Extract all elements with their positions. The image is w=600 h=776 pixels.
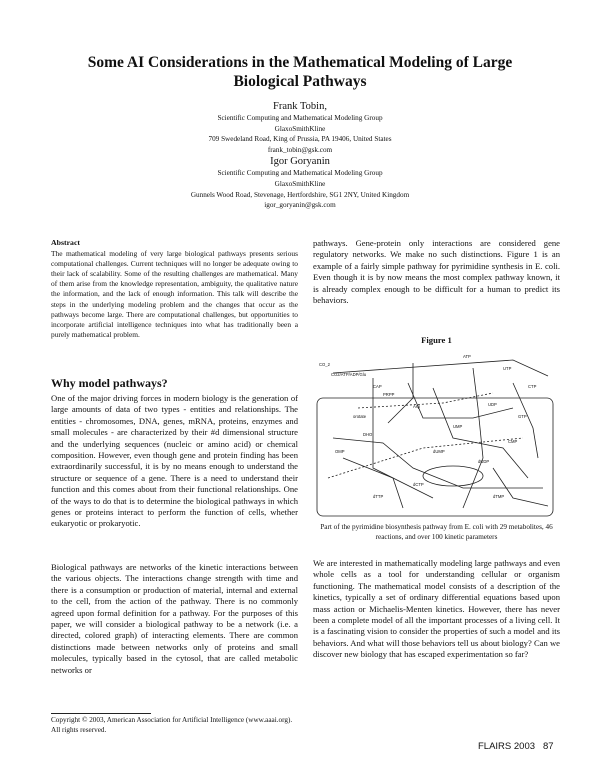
right-paragraph-1: pathways. Gene-protein only interactions are considered gene regulatory networks. We make no such distinctions. Figure 1 is an example of a fairly simple pathway for pyrimidine synthesis in E. coli. Even though it is by now means the most complex pathway known, it is already complex enough to be difficult for a human to predict its behaviors. xyxy=(313,238,560,306)
diagram-edge xyxy=(513,383,538,458)
author-email: igor_goryanin@gsk.com xyxy=(264,201,336,210)
figure-title: Figure 1 xyxy=(421,335,452,345)
diagram-label: dTMP xyxy=(493,494,505,499)
diagram-edge xyxy=(333,438,543,488)
author-affiliation: 709 Swedeland Road, King of Prussia, PA 19406, United States xyxy=(208,135,392,144)
diagram-label: PRPP xyxy=(383,392,395,397)
diagram-label: CTP xyxy=(528,384,537,389)
author-email: frank_tobin@gsk.com xyxy=(267,145,333,154)
diagram-label: CO2/ATP/ADP/Glu xyxy=(331,372,367,377)
diagram-label: dTTP xyxy=(373,494,384,499)
right-paragraph-2: We are interested in mathematically modeling large pathways and even whole cells as a tool for understanding cellular or organism functioning. The mathematical model consists of a description of the kinetics, typically a set of ordinary differential equations based upon mass action or Michaelis-Menten kinetics. However, there has never been a complete model of all the important processes of a living cell. It is a fascinating vision to consider the properties of such a model and its behaviors. And what will those behaviors tell us about biology? Can we discover new biology that has escaped experimentation so far? xyxy=(313,558,560,660)
diagram-edge xyxy=(493,468,548,506)
paper-title: Some AI Considerations in the Mathematical Modeling of Large Biological Pathways xyxy=(87,54,513,90)
diagram-label: ATP xyxy=(463,354,471,359)
figure-caption: Part of the pyrimidine biosynthesis pathway from E. coli with 29 metabolites, 46 reactions, and over 100 kinetic parameters xyxy=(320,523,553,541)
pathway-diagram xyxy=(313,348,560,520)
diagram-label: dUDP xyxy=(478,459,490,464)
author-affiliation: GlaxoSmithKline xyxy=(274,179,326,188)
diagram-label: DHO xyxy=(363,432,373,437)
diagram-label: OMP xyxy=(335,449,345,454)
diagram-edge xyxy=(463,368,483,508)
diagram-label: Asp xyxy=(413,404,421,409)
section-heading: Why model pathways? xyxy=(51,376,168,390)
diagram-label: dUMP xyxy=(433,449,445,454)
section-paragraph-2: Biological pathways are networks of the kinetic interactions between the various objects. The interactions change strength with time and there is a consumption or production of material, internal and external to the cell, from the action of the pathway. There is no commonly agreed upon formal definition for a pathway. For the purposes of this paper, we will consider a biological pathway to be a network (i.e. a directed, colored graph) of interacting elements. There are common distinctions made between networks only of proteins and small molecules, typically based in the cytosol, that are called metabolic networks or xyxy=(51,562,298,675)
diagram-label: dCTP xyxy=(413,482,424,487)
footnote-rule xyxy=(51,713,151,714)
diagram-label: orotate xyxy=(353,414,367,419)
author-affiliation: Scientific Computing and Mathematical Modeling Group xyxy=(217,169,383,178)
author-affiliation: Scientific Computing and Mathematical Modeling Group xyxy=(217,114,383,122)
abstract-heading: Abstract xyxy=(51,238,81,247)
author-affiliation: GlaxoSmithKline xyxy=(274,124,326,133)
author-name-1: Frank Tobin, xyxy=(273,101,327,112)
diagram-edge xyxy=(408,383,513,418)
abstract xyxy=(51,238,298,340)
page-footer: FLAIRS 2003 87 xyxy=(478,741,554,752)
authors-block xyxy=(60,100,540,211)
diagram-label: UTP xyxy=(503,366,512,371)
diagram-edge xyxy=(373,378,433,498)
diagram-label: CMP xyxy=(508,439,518,444)
author-affiliation: Gunnels Wood Road, Stevenage, Hertfordshire, SG1 2NY, United Kingdom xyxy=(190,190,410,199)
section-paragraph-1: One of the major driving forces in modern biology is the generation of large amounts of data of two types - entities and relationships. The entities - chromosomes, DNA, genes, mRNA, proteins, enzymes and small molecules - are characterized by their #d dimensional structure and the underlying sequences (nucleic or amino acid) or chemical composition. However, even though gene and protein finding has been extraordinarily successful, it is by no means enough to understand the structure or sequence of a gene. There is a need to understand their function and this comes about from their functional relationships. One of the ways to do that is to determine the biological pathways in which genes or proteins interact to perform the function of cells, whether eukaryotic or prokaryotic. xyxy=(51,393,298,529)
author-name-2: Igor Goryanin xyxy=(270,156,330,168)
diagram-label: UMP xyxy=(453,424,463,429)
abstract-text: The mathematical modeling of very large biological pathways presents serious computational challenges. Current techniques will no longer be adequate owing to their lack of scalability. Some of the resulting challenges are mathematical. Many of them arise from the knowledge representation, ambiguity, the qualitative nature the information, and the lack of enough information. This talk will describe the steps in the underlying modeling problem and the changes that occur as the pathways become large. There are computational challenges, but opportunities to incorporate artificial intelligence techniques into what has traditionally been a purely mathematical problem. xyxy=(51,249,298,339)
diagram-label: GTP xyxy=(518,414,527,419)
diagram-edge xyxy=(358,393,493,408)
copyright-notice: Copyright © 2003, American Association for Artificial Intelligence (www.aaai.org). All rights reserved. xyxy=(51,716,293,734)
diagram-label: CO_2 xyxy=(319,362,330,367)
diagram-label: CAP xyxy=(373,384,382,389)
diagram-label: UDP xyxy=(488,402,497,407)
